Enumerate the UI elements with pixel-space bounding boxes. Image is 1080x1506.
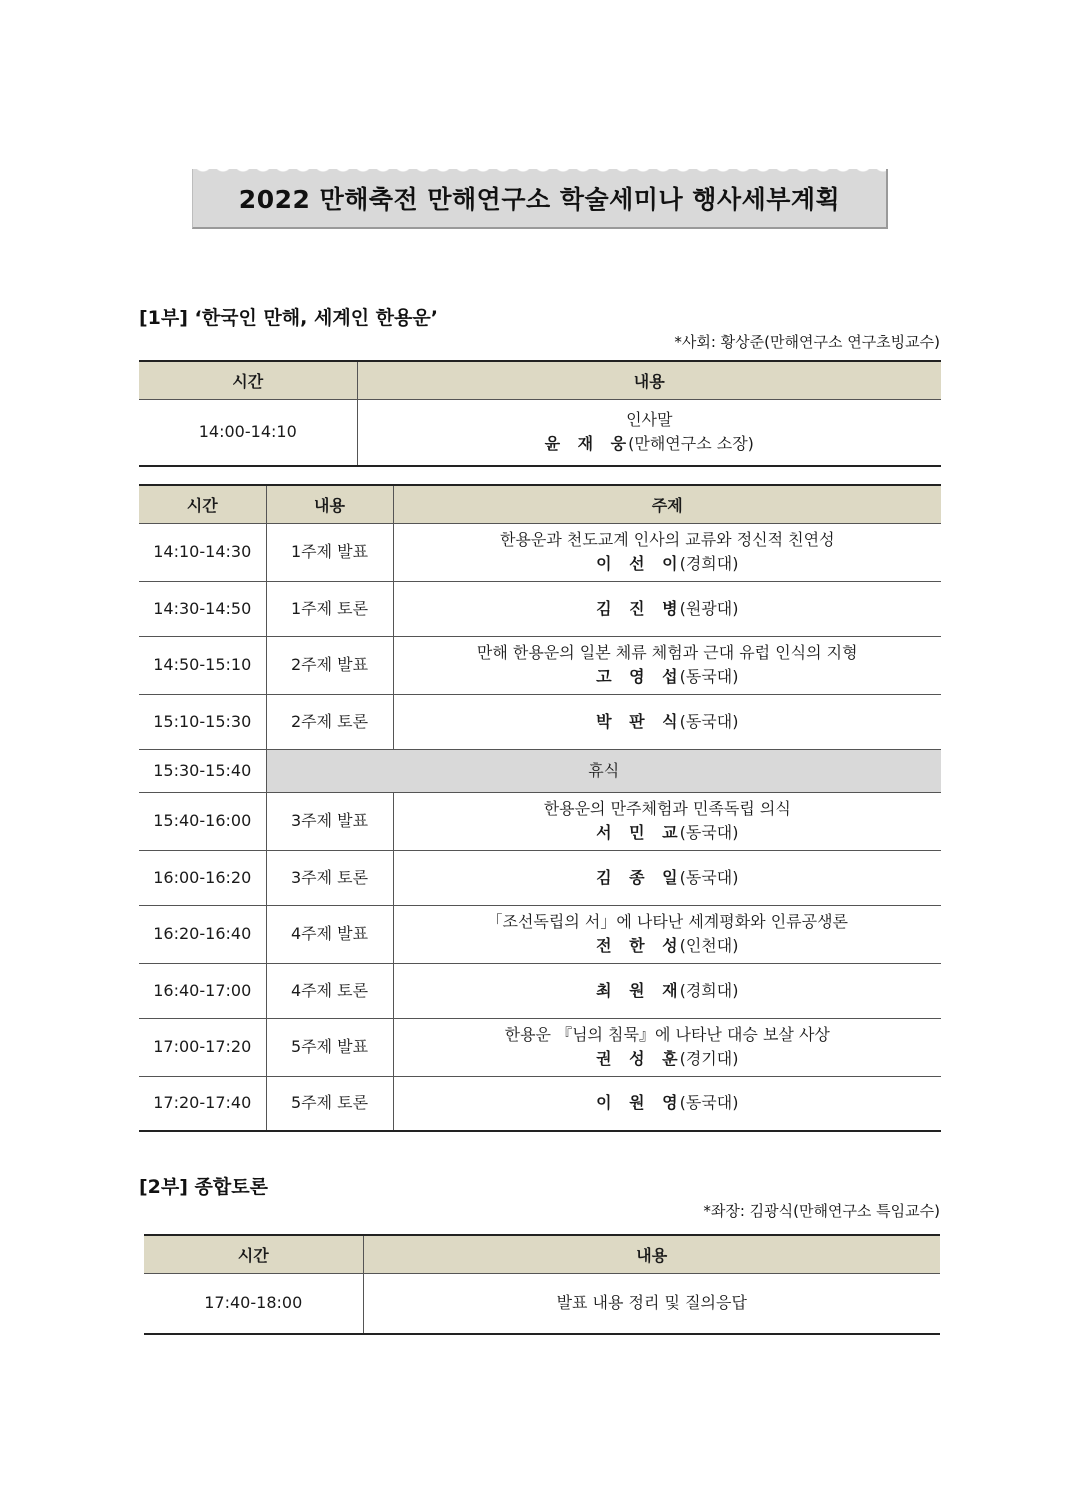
row-kind: 5주제 발표 <box>266 1018 393 1076</box>
row-time: 16:40-17:00 <box>139 963 266 1018</box>
row-time: 17:00-17:20 <box>139 1018 266 1076</box>
part1-heading: [1부] ‘한국인 만해, 세계인 한용운’ <box>139 307 438 329</box>
row-topic <box>393 905 941 963</box>
opening-speaker: 윤 재 웅 <box>544 434 633 454</box>
table-row <box>139 792 941 850</box>
row-topic <box>393 963 941 1018</box>
row-topic <box>393 850 941 905</box>
schedule-table <box>139 484 941 1132</box>
presenter-affiliation: (경희대) <box>679 554 739 573</box>
row-time: 14:10-14:30 <box>153 542 252 561</box>
table-row <box>139 523 941 581</box>
row-topic <box>393 636 941 694</box>
presenter-name: 서 민 교 <box>596 823 684 842</box>
discussant-name: 김 진 병 <box>596 598 684 618</box>
row-time: 15:30-15:40 <box>139 749 266 792</box>
discussant-affiliation: (경희대) <box>679 980 739 1000</box>
opening-table <box>139 360 941 467</box>
row-kind: 1주제 발표 <box>266 523 393 581</box>
table-row <box>139 581 941 636</box>
opening-time: 14:00-14:10 <box>139 399 357 466</box>
part2-heading: [2부] 종합토론 <box>139 1176 268 1198</box>
row-kind: 3주제 토론 <box>266 850 393 905</box>
row-topic <box>393 1018 941 1076</box>
row-time: 15:10-15:30 <box>139 694 266 749</box>
row-kind: 3주제 발표 <box>266 792 393 850</box>
row-time: 16:20-16:40 <box>139 905 266 963</box>
document-title-box <box>192 169 888 229</box>
discussant-affiliation: (동국대) <box>679 867 739 887</box>
row-topic <box>393 792 941 850</box>
row-time: 14:50-15:10 <box>139 636 266 694</box>
presenter-name: 고 영 섭 <box>596 667 684 686</box>
presenter-name: 이 선 이 <box>596 554 684 573</box>
topic-title: 한용운의 만주체험과 민족독립 의식 <box>543 799 791 818</box>
opening-content <box>357 399 941 466</box>
row-time: 16:00-16:20 <box>139 850 266 905</box>
row-topic <box>393 1076 941 1131</box>
row-kind: 4주제 발표 <box>266 905 393 963</box>
table-row <box>139 1018 941 1076</box>
schedule-header-kind: 내용 <box>266 485 393 523</box>
opening-header-time: 시간 <box>139 361 357 399</box>
presenter-affiliation: (경기대) <box>679 1049 739 1068</box>
presenter-affiliation: (동국대) <box>679 667 739 686</box>
closing-time: 17:40-18:00 <box>144 1273 363 1334</box>
row-time: 15:40-16:00 <box>139 792 266 850</box>
row-kind: 4주제 토론 <box>266 963 393 1018</box>
topic-title: 한용운과 천도교계 인사의 교류와 정신적 친연성 <box>499 530 835 549</box>
part2-chair-note: *좌장: 김광식(만해연구소 특임교수) <box>703 1202 940 1220</box>
table-row <box>139 850 941 905</box>
discussant-name: 최 원 재 <box>596 980 684 1000</box>
row-topic <box>393 523 941 581</box>
discussant-name: 김 종 일 <box>596 867 684 887</box>
table-row-break <box>139 749 941 792</box>
closing-header-content: 내용 <box>363 1235 940 1273</box>
discussant-affiliation: (동국대) <box>679 711 739 731</box>
schedule-header-time: 시간 <box>139 485 266 523</box>
closing-table <box>144 1234 940 1335</box>
break-label: 휴식 <box>266 749 941 792</box>
part1-moderator-note: *사회: 황상준(만해연구소 연구초빙교수) <box>674 333 940 351</box>
discussant-affiliation: (원광대) <box>679 598 739 618</box>
closing-content: 발표 내용 정리 및 질의응답 <box>363 1273 940 1334</box>
topic-title: 「조선독립의 서」에 나타난 세계평화와 인류공생론 <box>486 912 848 931</box>
table-row <box>139 694 941 749</box>
opening-content-line: 인사말 <box>626 410 673 430</box>
discussant-name: 이 원 영 <box>596 1093 684 1113</box>
opening-header-content: 내용 <box>357 361 941 399</box>
discussant-name: 박 판 식 <box>596 711 684 731</box>
row-time: 17:20-17:40 <box>139 1076 266 1131</box>
topic-title: 만해 한용운의 일본 체류 체험과 근대 유럽 인식의 지형 <box>476 643 858 662</box>
row-kind: 2주제 발표 <box>266 636 393 694</box>
document-title: 2022 만해축전 만해연구소 학술세미나 행사세부계획 <box>238 185 841 214</box>
table-row <box>139 1076 941 1131</box>
presenter-name: 권 성 훈 <box>596 1049 684 1068</box>
row-topic <box>393 694 941 749</box>
discussant-affiliation: (동국대) <box>679 1093 739 1113</box>
table-row <box>139 905 941 963</box>
topic-title: 한용운 『님의 침묵』에 나타난 대승 보살 사상 <box>504 1025 830 1044</box>
presenter-name: 전 한 성 <box>596 936 684 955</box>
table-row <box>139 636 941 694</box>
row-kind: 5주제 토론 <box>266 1076 393 1131</box>
presenter-affiliation: (인천대) <box>679 936 739 955</box>
row-topic <box>393 581 941 636</box>
opening-affiliation: (만해연구소 소장) <box>628 434 754 454</box>
table-row <box>139 963 941 1018</box>
row-time: 14:30-14:50 <box>139 581 266 636</box>
row-kind: 2주제 토론 <box>266 694 393 749</box>
closing-header-time: 시간 <box>144 1235 363 1273</box>
row-kind: 1주제 토론 <box>266 581 393 636</box>
presenter-affiliation: (동국대) <box>679 823 739 842</box>
schedule-header-topic: 주제 <box>393 485 941 523</box>
